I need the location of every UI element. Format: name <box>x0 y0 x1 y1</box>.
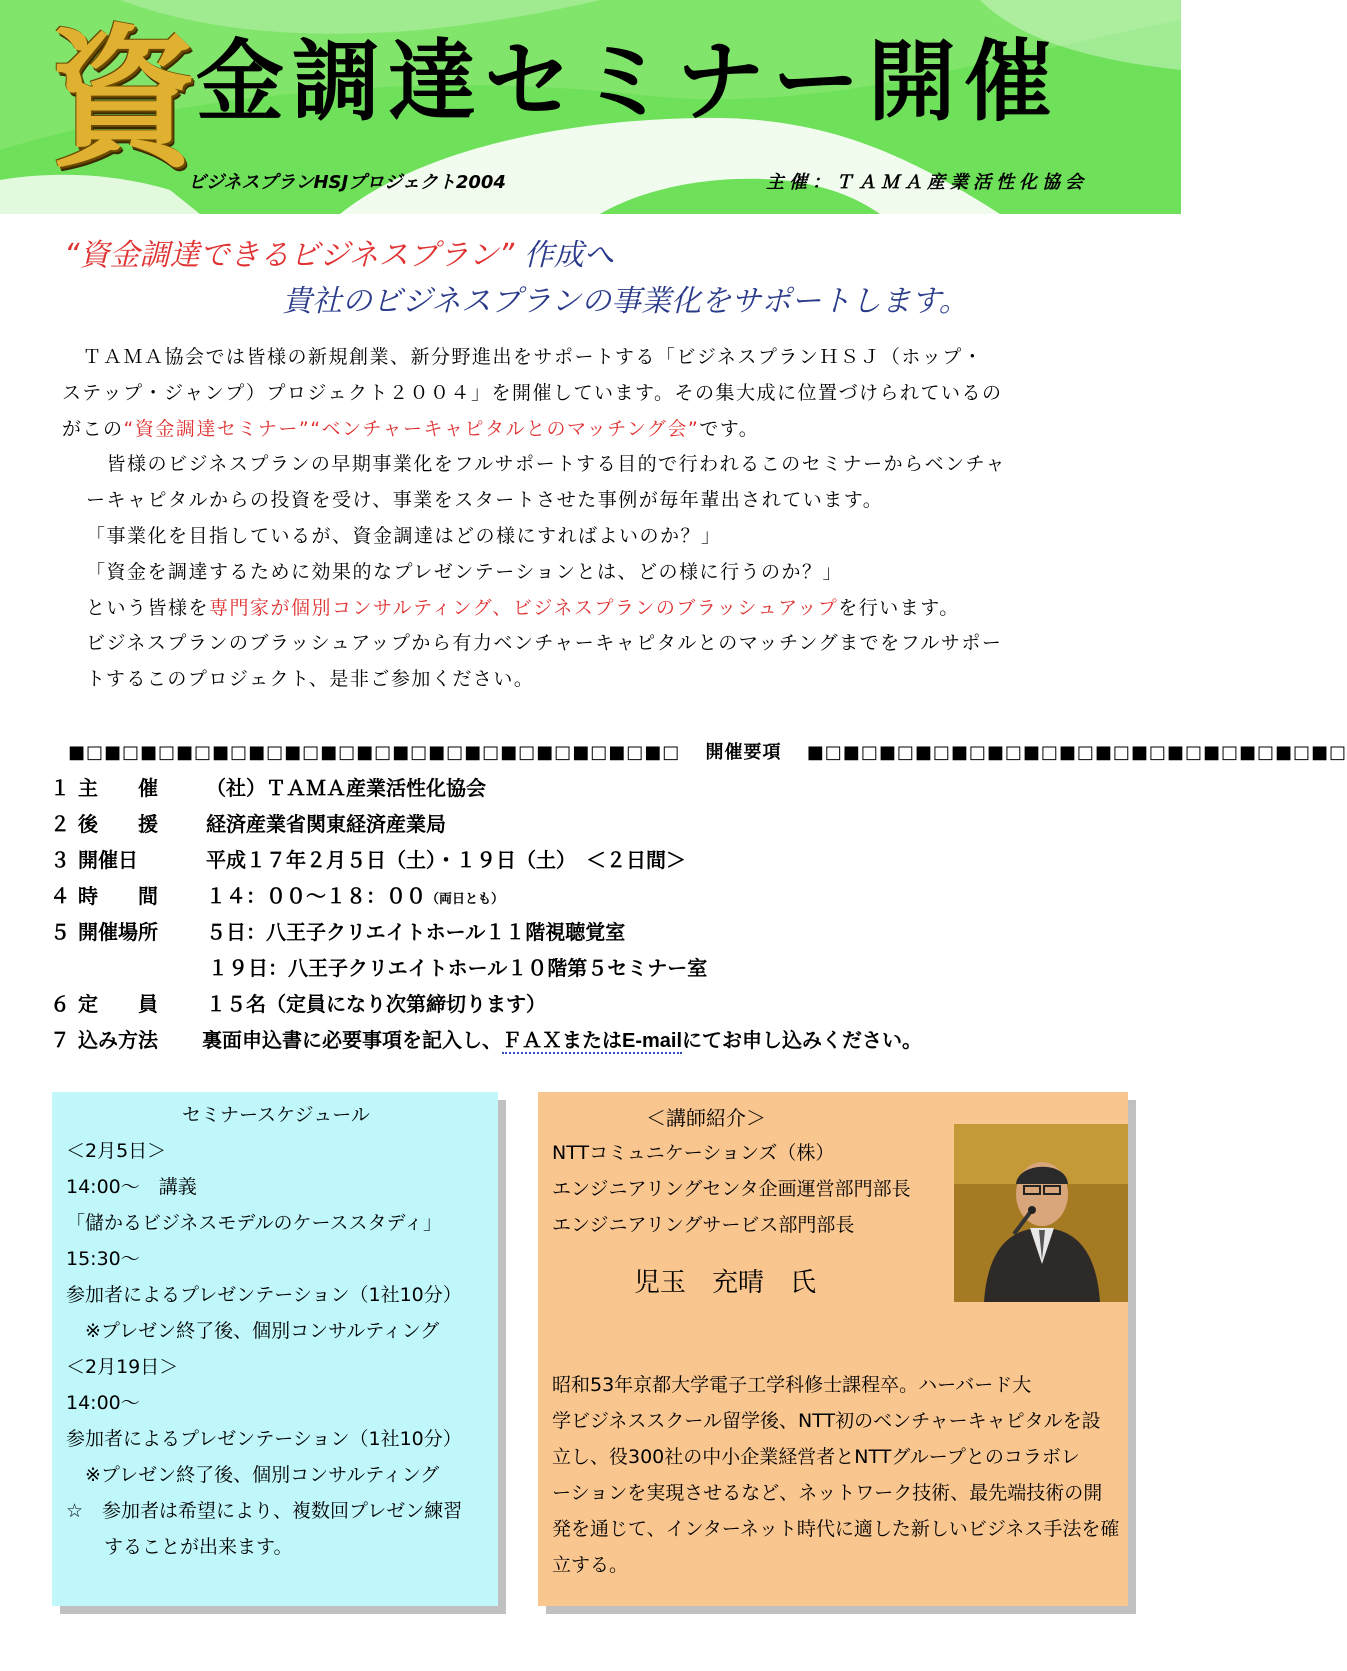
schedule-line: ＜2月5日＞ <box>66 1140 167 1162</box>
intro-highlight: “資金調達セミナー”“ベンチャーキャピタルとのマッチング会” <box>123 417 700 440</box>
tagline-after: 作成へ <box>523 238 614 273</box>
schedule-title: セミナースケジュール <box>182 1104 370 1126</box>
tagline-quoted: “資金調達できるビジネスプラン” <box>64 238 515 273</box>
title-big-char: 資 <box>48 11 199 187</box>
lecturer-company: NTTコミュニケーションズ（株） <box>552 1142 835 1164</box>
fax-email-link[interactable]: ＦＡＸまたはE-mail <box>502 1030 683 1052</box>
schedule-line: 14:00～ 講義 <box>66 1176 197 1198</box>
intro-line: 「事業化を目指しているが、資金調達はどの様にすればよいのか？」 <box>86 524 722 547</box>
details-heading-label: 開催要項 <box>705 742 782 763</box>
intro-line: がこの“資金調達セミナー”“ベンチャーキャピタルとのマッチング会”です。 <box>62 417 760 440</box>
lecturer-bio-line: ーションを実現させるなど、ネットワーク技術、最先端技術の開 <box>552 1482 1103 1504</box>
intro-line: ビジネスプランのブラッシュアップから有力ベンチャーキャピタルとのマッチングまでをフルサポー <box>86 632 1003 655</box>
intro-line: という皆様を専門家が個別コンサルティング、ビジネスプランのブラッシュアップを行います。 <box>86 596 960 619</box>
intro-line: トするこのプロジェクト、是非ご参加ください。 <box>86 668 535 691</box>
lecturer-panel <box>538 1092 1128 1606</box>
header-banner <box>0 0 1181 214</box>
schedule-line: ※プレゼン終了後、個別コンサルティング <box>66 1320 440 1342</box>
schedule-line: 「儲かるビジネスモデルのケーススタディ」 <box>66 1212 443 1234</box>
schedule-line: 15:30～ <box>66 1248 140 1270</box>
lecturer-position: エンジニアリングサービス部門部長 <box>552 1214 855 1236</box>
intro-line: ＴＡＭＡ協会では皆様の新規創業、新分野進出をサポートする「ビジネスプランＨＳＪ（ホップ・ <box>62 346 984 368</box>
intro-highlight: 専門家が個別コンサルティング、ビジネスプランのブラッシュアップ <box>209 596 839 619</box>
project-subtitle: ビジネスプランHSJプロジェクト2004 <box>188 172 506 193</box>
lecturer-bio-line: 学ビジネススクール留学後、NTT初のベンチャーキャピタルを設 <box>552 1410 1101 1432</box>
schedule-panel <box>52 1092 498 1606</box>
organizer-label: 主催：ＴＡＭＡ産業活性化協会 <box>766 172 1088 193</box>
lecturer-photo <box>954 1124 1128 1302</box>
tagline-line1 <box>64 230 614 274</box>
tagline-line2: 貴社のビジネスプランの事業化をサポートします。 <box>282 284 969 319</box>
divider-pattern-left: ■□■□■□■□■□■□■□■□■□■□■□■□■□■□■□■□■□ <box>68 742 681 763</box>
intro-line: 皆様のビジネスプランの早期事業化をフルサポートする目的で行われるこのセミナーからベンチャ <box>86 453 1007 476</box>
schedule-line: ＜2月19日＞ <box>66 1356 179 1378</box>
lecturer-box <box>538 1092 1128 1606</box>
schedule-line: ☆ 参加者は希望により、複数回プレゼン練習 <box>66 1500 463 1522</box>
intro-line: 「資金を調達するために効果的なプレゼンテーションとは、どの様に行うのか？」 <box>86 560 843 583</box>
lecturer-position: エンジニアリングセンタ企画運営部門部長 <box>552 1178 911 1200</box>
schedule-line: 参加者によるプレゼンテーション（1社10分） <box>66 1284 462 1306</box>
lecturer-bio-line: 発を通じて、インターネット時代に適した新しいビジネス手法を確 <box>552 1518 1120 1540</box>
schedule-line: ※プレゼン終了後、個別コンサルティング <box>66 1464 440 1486</box>
divider-pattern-right: ■□■□■□■□■□■□■□■□■□■□■□■□■□■□■□ <box>806 742 1347 763</box>
schedule-line: することが出来ます。 <box>66 1536 293 1558</box>
page-title: 金調達セミナー開催 <box>196 29 1061 133</box>
schedule-box <box>52 1092 498 1606</box>
lecturer-bio-line: 立し、役300社の中小企業経営者とNTTグループとのコラボレ <box>552 1446 1080 1468</box>
lecturer-bio-line: 昭和53年京都大学電子工学科修士課程卒。ハーバード大 <box>552 1374 1032 1396</box>
schedule-line: 14:00～ <box>66 1392 140 1414</box>
intro-line: ーキャピタルからの投資を受け、事業をスタートさせた事例が毎年輩出されています。 <box>86 489 884 512</box>
details-heading <box>68 738 1347 764</box>
intro-paragraph <box>62 340 1132 698</box>
intro-line: ステップ・ジャンプ）プロジェクト２００４」を開催しています。その集大成に位置づけられているの <box>62 381 1003 404</box>
lecturer-title: ＜講師紹介＞ <box>646 1106 766 1130</box>
lecturer-name: 児玉 充晴 氏 <box>634 1268 817 1298</box>
lecturer-bio-line: 立する。 <box>552 1554 629 1576</box>
schedule-line: 参加者によるプレゼンテーション（1社10分） <box>66 1428 462 1450</box>
